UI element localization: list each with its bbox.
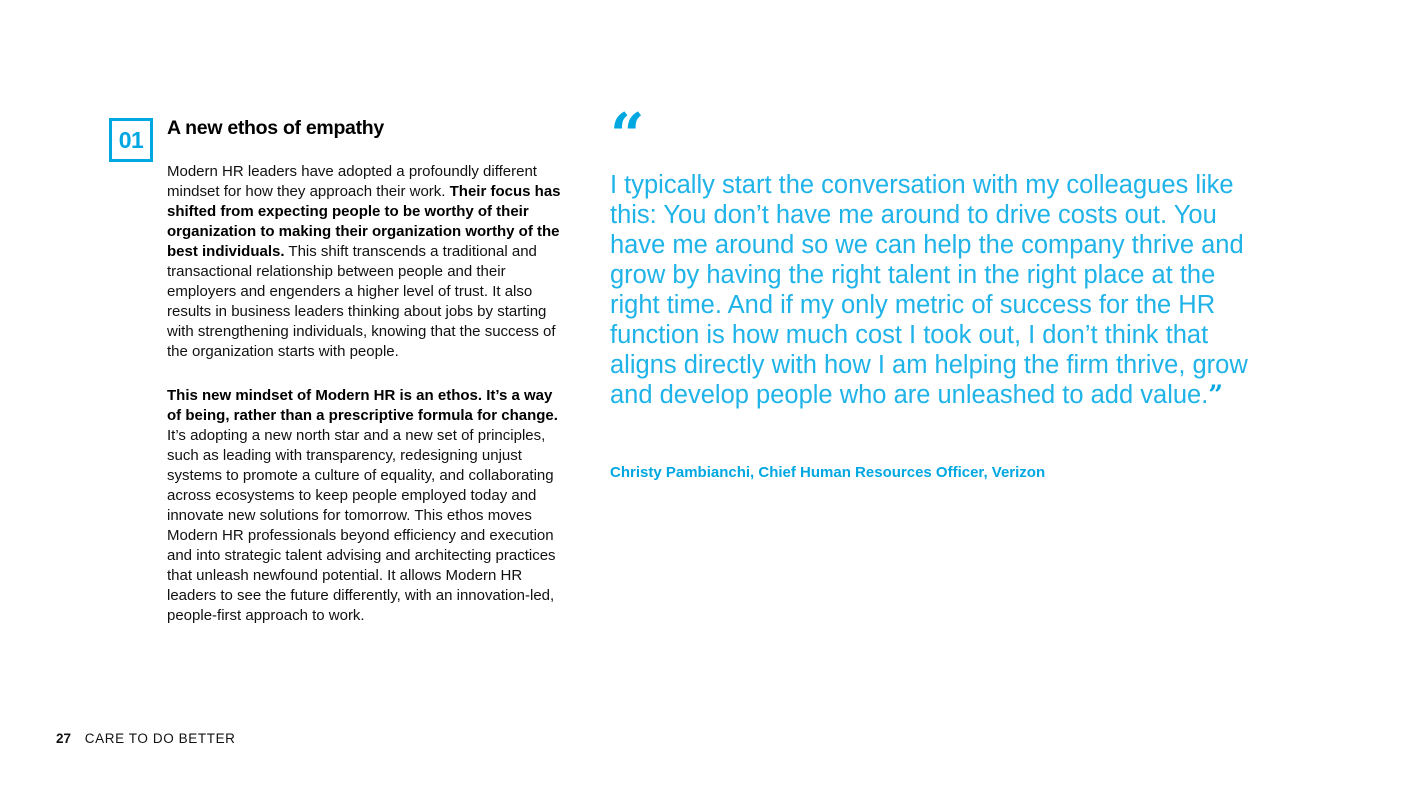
paragraph-1-text-b: This shift transcends a traditional and transactional relationship between people and their employers and engenders a higher level of trust. It also results in business leaders thinking about jobs by starting with strengthening individuals, knowing that the success of the organization starts with people.: [167, 243, 556, 360]
page-number: 27: [56, 731, 72, 746]
close-quote-icon: ”: [1208, 380, 1223, 410]
pull-quote-text: I typically start the conversation with my colleagues like this: You don’t have me around to drive costs out. You have me around so we can help the company thrive and grow by having the right talent in the right place at the right time. And if my only metric of success for the HR function is how much cost I took out, I don’t think that aligns directly with how I am helping the firm thrive, grow and develop people who are unleashed to add value.: [610, 171, 1248, 409]
paragraph-2-bold-text: This new mindset of Modern HR is an ethos. It’s a way of being, rather than a prescriptive formula for change.: [167, 387, 558, 424]
quote-attribution: Christy Pambianchi, Chief Human Resources Officer, Verizon: [610, 464, 1046, 481]
pull-quote: [610, 170, 1250, 410]
section-number-badge: 01: [109, 118, 153, 162]
section-heading: A new ethos of empathy: [167, 117, 384, 139]
body-paragraph-2: [167, 386, 567, 626]
paragraph-1-bold-text: Their focus has shifted from expecting people to be worthy of their organization to making their organization worthy of the best individuals.: [167, 183, 561, 260]
body-column: [167, 162, 567, 626]
page-footer: [56, 730, 236, 748]
open-quote-icon: “: [610, 101, 645, 171]
paragraph-2-text: It’s adopting a new north star and a new set of principles, such as leading with transparency, redesigning unjust systems to promote a culture of equality, and collaborating across ecosystems to keep people employed today and innovate new solutions for tomorrow. This ethos moves Modern HR professionals beyond efficiency and execution and into strategic talent advising and architecting practices that unleash newfound potential. It allows Modern HR leaders to see the future differently, with an innovation-led, people-first approach to work.: [167, 427, 556, 624]
footer-title: CARE TO DO BETTER: [84, 731, 236, 746]
paragraph-1-text-a: Modern HR leaders have adopted a profoundly different mindset for how they approach their work.: [167, 163, 537, 200]
body-paragraph-1: [167, 162, 567, 362]
